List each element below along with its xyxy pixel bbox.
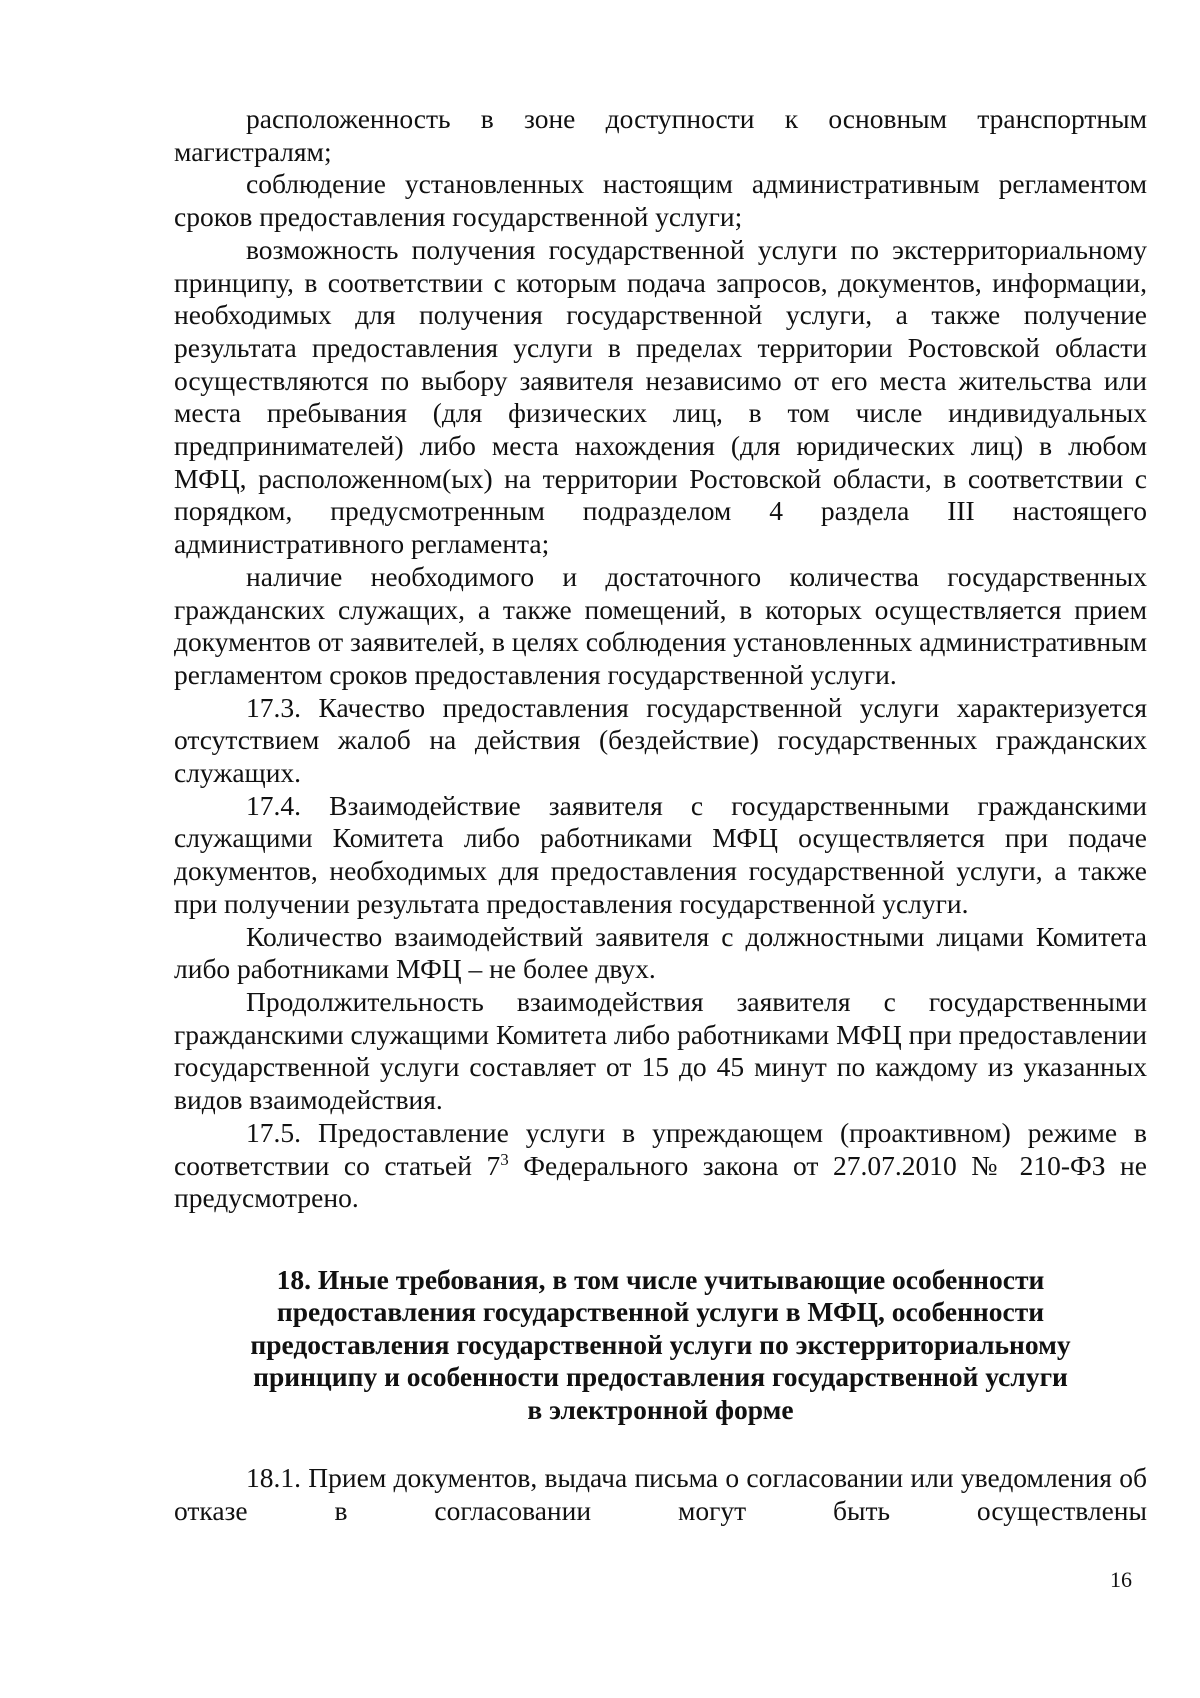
- document-page: [174, 103, 1147, 1528]
- paragraph-17-4: 17.4. Взаимодействие заявителя с государственными гражданскими служащими Комитета либо работниками МФЦ осуществляется при подаче документов, необходимых для предоставления государственной услуги, а также при получении результата предоставления государственной услуги.: [174, 789, 1147, 919]
- heading-line: принципу и особенности предоставления государственной услуги: [253, 1361, 1068, 1393]
- paragraph-interaction-duration: Продолжительность взаимодействия заявителя с государственными гражданскими служащими Комитета либо работниками МФЦ при предоставлении государственной услуги составляет от 15 до 45 минут по каждому из указанных видов взаимодействия.: [174, 985, 1147, 1116]
- heading-line: 18. Иные требования, в том числе учитывающие особенности: [276, 1263, 1045, 1295]
- paragraph-17-3: 17.3. Качество предоставления государственной услуги характеризуется отсутствием жалоб на действия (бездействие) государственных гражданских служащих.: [174, 691, 1147, 789]
- page-number: 16: [1110, 1567, 1132, 1592]
- heading-line: в электронной форме: [527, 1393, 794, 1425]
- heading-line: предоставления государственной услуги по экстерриториальному: [250, 1328, 1071, 1360]
- heading-spacer: [174, 1426, 1147, 1462]
- paragraph-staff-sufficiency: наличие необходимого и достаточного количества государственных гражданских служащих, а также помещений, в которых осуществляется прием документов от заявителей, в целях соблюдения установленных административным регламентом сроков предоставления государственной услуги.: [174, 560, 1148, 690]
- paragraph-17-5: [174, 1117, 1147, 1215]
- paragraph-18-1: 18.1. Прием документов, выдача письма о согласовании или уведомления об отказе в согласовании могут быть осуществлены: [174, 1462, 1147, 1527]
- heading-line: предоставления государственной услуги в МФЦ, особенности: [276, 1296, 1045, 1328]
- paragraph-17-5-text-b: Федерального закона от 27.07.2010 № 210-ФЗ не предусмотрено.: [174, 1149, 1147, 1214]
- paragraph-deadlines: соблюдение установленных настоящим административным регламентом сроков предоставления государственной услуги;: [174, 168, 1147, 233]
- paragraph-extraterritorial: возможность получения государственной услуги по экстерриториальному принципу, в соответствии с которым подача запросов, документов, информации, необходимых для получения государственной услуги, а также получение результата предоставления услуги в пределах территории Ростовской области осуществляются по выбору заявителя независимо от его места жительства или места пребывания (для физических лиц, в том числе индивидуальных предпринимателей) либо места нахождения (для юридических лиц) в любом МФЦ, расположенном(ых) на территории Ростовской области, в соответствии с порядком, предусмотренным подразделом 4 раздела III настоящего административного регламента;: [174, 233, 1147, 560]
- paragraph-17-5-text-a: 17.5. Предоставление услуги в упреждающем (проактивном) режиме в соответствии со статьей 7: [174, 1116, 1147, 1181]
- paragraph-transport-access: расположенность в зоне доступности к основным транспортным магистралям;: [174, 103, 1147, 167]
- section-18-heading: [174, 1264, 1147, 1427]
- paragraph-interaction-count: Количество взаимодействий заявителя с должностными лицами Комитета либо работниками МФЦ – не более двух.: [174, 920, 1147, 985]
- superscript-3: 3: [500, 1149, 509, 1169]
